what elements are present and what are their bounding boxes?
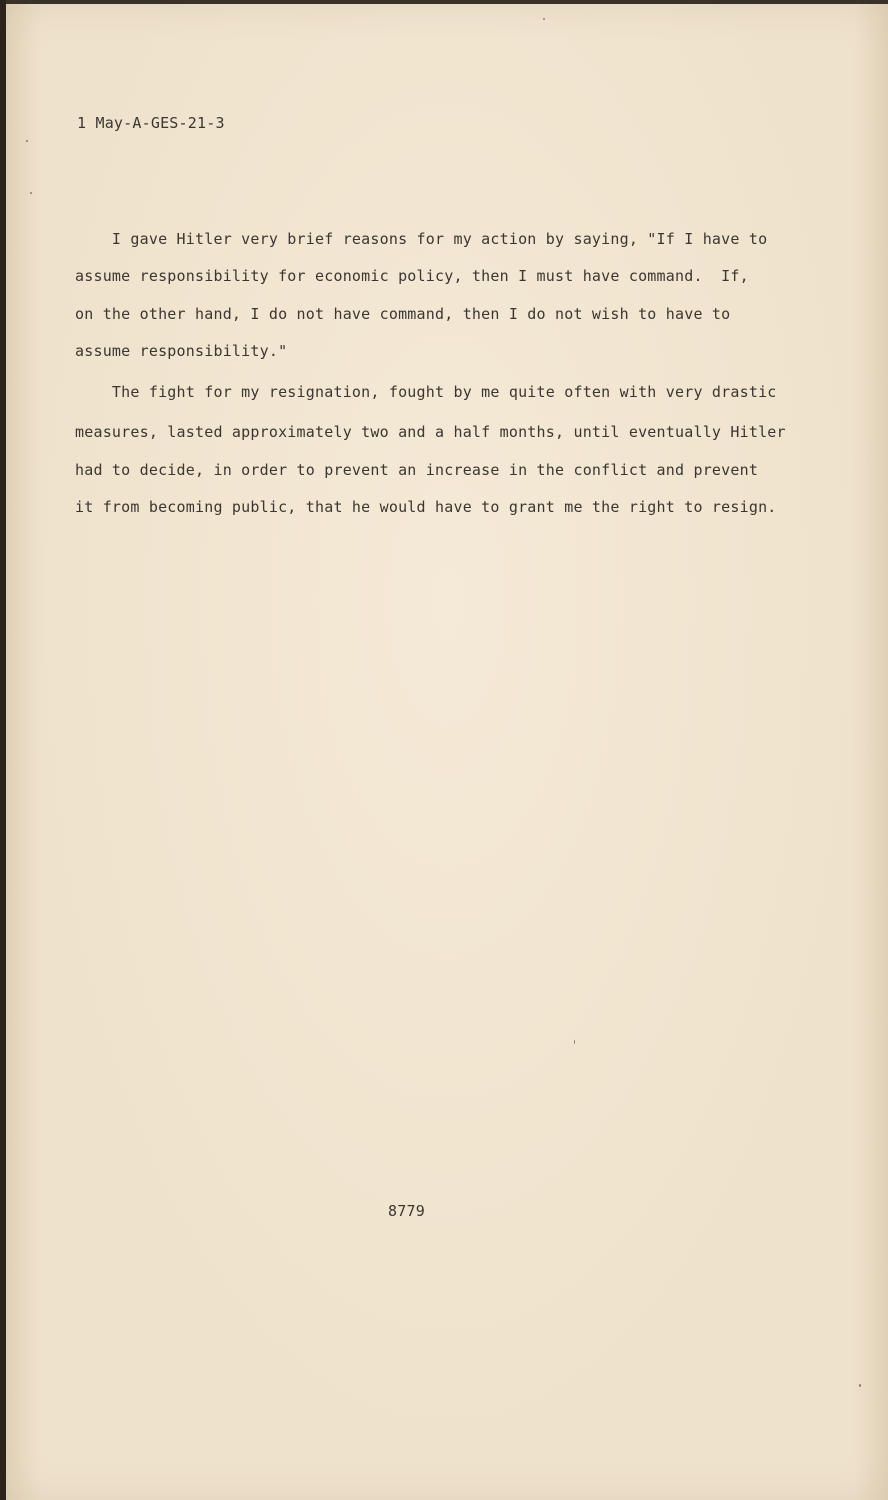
text-line: The fight for my resignation, fought by me quite often with very drastic [75, 383, 777, 401]
document-page [6, 4, 888, 1500]
text-line: assume responsibility for economic policy, then I must have command. If, [75, 267, 749, 285]
paper-speck [574, 1040, 575, 1044]
paper-speck [30, 192, 32, 194]
paper-speck [543, 18, 545, 20]
paper-speck [859, 1384, 861, 1387]
page-number: 8779 [388, 1202, 425, 1220]
text-line: on the other hand, I do not have command, then I do not wish to have to [75, 305, 731, 323]
text-line: had to decide, in order to prevent an increase in the conflict and prevent [75, 461, 759, 479]
text-line: measures, lasted approximately two and a half months, until eventually Hitler [75, 423, 786, 441]
text-line: it from becoming public, that he would have to grant me the right to resign. [75, 498, 777, 516]
document-reference: 1 May-A-GES-21-3 [77, 114, 225, 132]
paper-speck [26, 140, 28, 142]
text-line: assume responsibility." [75, 342, 288, 360]
text-line: I gave Hitler very brief reasons for my action by saying, "If I have to [75, 230, 768, 248]
